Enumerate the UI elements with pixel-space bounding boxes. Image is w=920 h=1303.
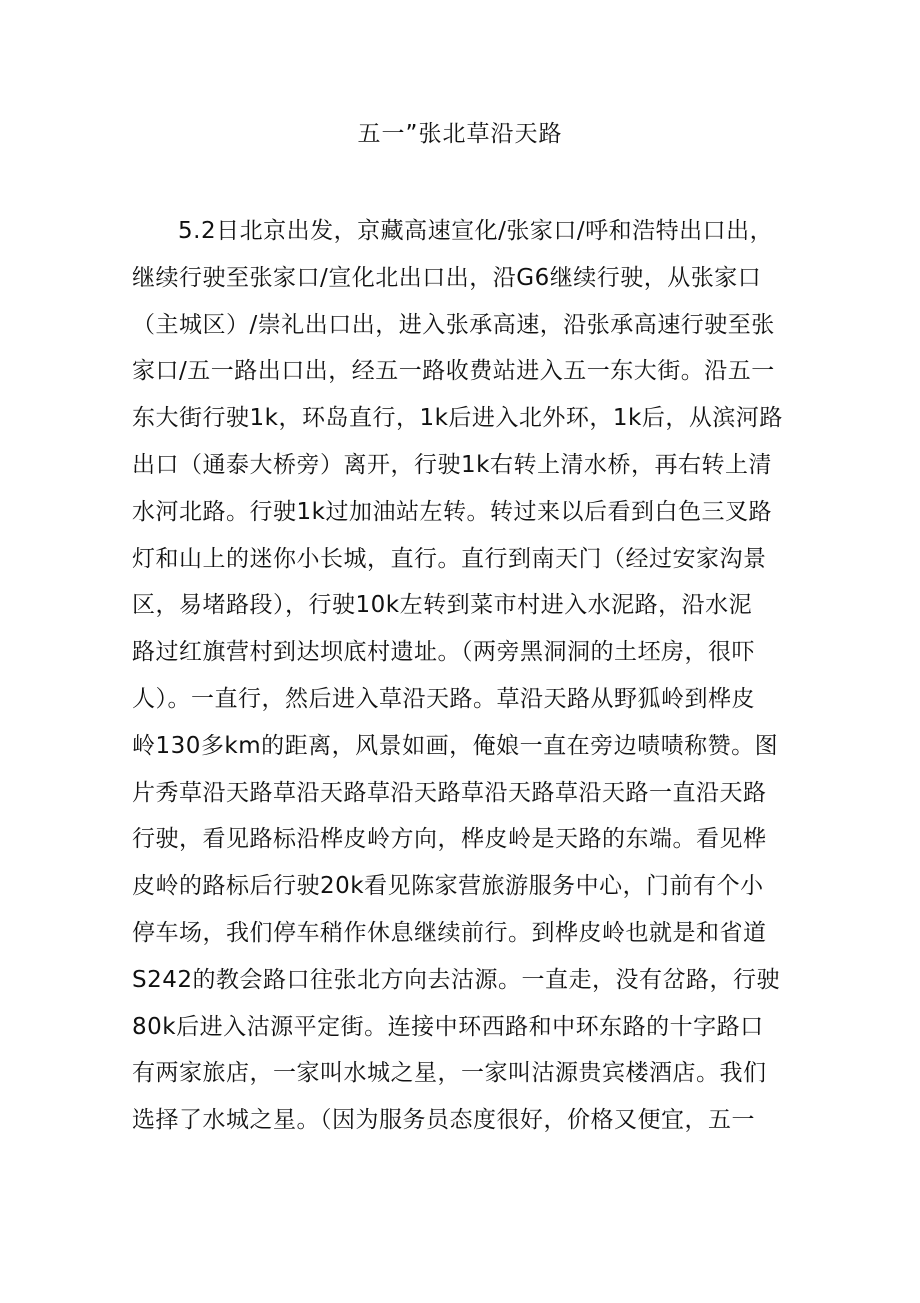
document-title: 五一”张北草沿天路 <box>357 121 563 147</box>
text-line: 岭130多km的距离，风景如画，俺娘一直在旁边啧啧称赞。图 <box>132 732 779 759</box>
text-line: 选择了水城之星。（因为服务员态度很好，价格又便宜，五一 <box>132 1107 755 1134</box>
article-body <box>132 208 792 1144</box>
text-line: 东大街行驶1k，环岛直行，1k后进入北外环，1k后，从滨河路 <box>132 405 783 432</box>
text-line: 80k后进入沽源平定街。连接中环西路和中环东路的十字路口 <box>132 1013 764 1040</box>
text-line: 水河北路。行驶1k过加油站左转。转过来以后看到白色三叉路 <box>132 498 772 525</box>
text-line: 皮岭的路标后行驶20k看见陈家营旅游服务中心，门前有个小 <box>132 873 764 900</box>
text-line: 家口/五一路出口出，经五一路收费站进入五一东大街。沿五一 <box>132 358 775 385</box>
text-line: （主城区）/崇礼出口出，进入张承高速，沿张承高速行驶至张 <box>132 311 775 338</box>
text-line: 出口（通泰大桥旁）离开，行驶1k右转上清水桥，再右转上清 <box>132 451 772 478</box>
text-line: 继续行驶至张家口/宣化北出口出，沿G6继续行驶，从张家口 <box>132 264 762 291</box>
text-line: 有两家旅店，一家叫水城之星，一家叫沽源贵宾楼酒店。我们 <box>132 1060 767 1087</box>
text-line: 片秀草沿天路草沿天路草沿天路草沿天路草沿天路一直沿天路 <box>132 779 767 806</box>
text-line: 区，易堵路段），行驶10k左转到菜市村进入水泥路，沿水泥 <box>132 592 753 619</box>
text-line: 路过红旗营村到达坝底村遗址。（两旁黑洞洞的土坯房，很吓 <box>132 639 755 666</box>
text-line: 人）。一直行，然后进入草沿天路。草沿天路从野狐岭到桦皮 <box>132 685 755 712</box>
text-line: 灯和山上的迷你小长城，直行。直行到南天门（经过安家沟景 <box>132 545 767 572</box>
text-line: 5.2日北京出发，京藏高速宣化/张家口/呼和浩特出口出， <box>178 218 774 244</box>
text-line: 行驶，看见路标沿桦皮岭方向，桦皮岭是天路的东端。看见桦 <box>132 826 767 853</box>
text-line: 停车场，我们停车稍作休息继续前行。到桦皮岭也就是和省道 <box>132 919 767 946</box>
text-line: S242的教会路口往张北方向去沽源。一直走，没有岔路，行驶 <box>132 966 780 993</box>
